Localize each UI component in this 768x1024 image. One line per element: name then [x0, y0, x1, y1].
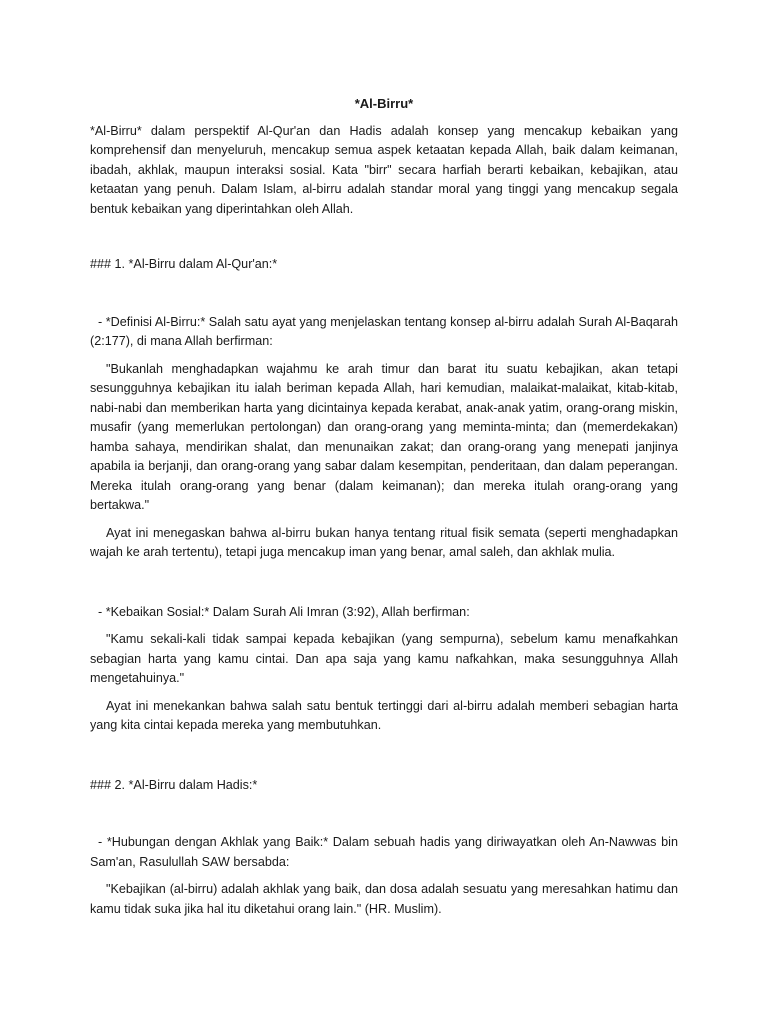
- document-title: *Al-Birru*: [354, 96, 414, 111]
- section-1-heading: ### 1. *Al-Birru dalam Al-Qur'an:*: [90, 257, 278, 271]
- section-1-note-1: Ayat ini menegaskan bahwa al-birru bukan hanya tentang ritual fisik semata (seperti menghadapkan wajah ke arah tertentu), tetapi juga mencakup iman yang benar, amal saleh, dan akhlak mulia.: [90, 525, 678, 559]
- section-1-bullet-social: - *Kebaikan Sosial:* Dalam Surah Ali Imran (3:92), Allah berfirman:: [98, 604, 470, 619]
- intro-paragraph: *Al-Birru* dalam perspektif Al-Qur'an dan Hadis adalah konsep yang mencakup kebaikan yang komprehensif dan menyeluruh, mencakup semua aspek ketaatan kepada Allah, baik dalam keimanan, ibadah, akhlak, maupun interaksi sosial. Kata "birr" secara harfiah berarti kebaikan, kebajikan, atau ketaatan yang penuh. Dalam Islam, al-birru adalah standar moral yang tinggi yang mencakup segala bentuk kebaikan yang diperintahkan oleh Allah.: [90, 123, 678, 216]
- section-2-bullet-akhlak: - *Hubungan dengan Akhlak yang Baik:* Dalam sebuah hadis yang diriwayatkan oleh An-Nawwas bin Sam'an, Rasulullah SAW bersabda:: [90, 835, 678, 869]
- section-1-quote-albaqarah: "Bukanlah menghadapkan wajahmu ke arah timur dan barat itu suatu kebajikan, akan tetapi sesungguhnya kebajikan itu ialah beriman kepada Allah, hari kemudian, malaikat-malaikat, kitab-kitab, nabi-nabi dan memberikan harta yang dicintainya kepada kerabat, anak-anak yatim, orang-orang miskin, musafir (yang memerlukan pertolongan) dan orang-orang yang meminta-minta; dan (memerdekakan) hamba sahaya, mendirikan shalat, dan menunaikan zakat; dan orang-orang yang menepati janjinya apabila ia berjanji, dan orang-orang yang sabar dalam kesempitan, penderitaan, dan dalam peperangan. Mereka itulah orang-orang yang benar (dalam keimanan); dan mereka itulah orang-orang yang bertakwa.": [90, 361, 678, 512]
- section-2-heading: ### 2. *Al-Birru dalam Hadis:*: [90, 777, 258, 792]
- document-page: [90, 94, 678, 927]
- section-1-note-2: Ayat ini menekankan bahwa salah satu bentuk tertinggi dari al-birru adalah memberi sebagian harta yang kita cintai kepada mereka yang membutuhkan.: [90, 698, 678, 732]
- section-1-quote-aliimran: "Kamu sekali-kali tidak sampai kepada kebajikan (yang sempurna), sebelum kamu menafkahkan sebagian harta yang kamu cintai. Dan apa saja yang kamu nafkahkan, maka sesungguhnya Allah mengetahuinya.": [90, 632, 678, 685]
- section-2-quote-hadith: "Kebajikan (al-birru) adalah akhlak yang baik, dan dosa adalah sesuatu yang meresahkan hatimu dan kamu tidak suka jika hal itu diketahui orang lain." (HR. Muslim).: [90, 882, 678, 916]
- section-1-bullet-definition: - *Definisi Al-Birru:* Salah satu ayat yang menjelaskan tentang konsep al-birru adalah Surah Al-Baqarah (2:177), di mana Allah berfirman:: [90, 314, 678, 348]
